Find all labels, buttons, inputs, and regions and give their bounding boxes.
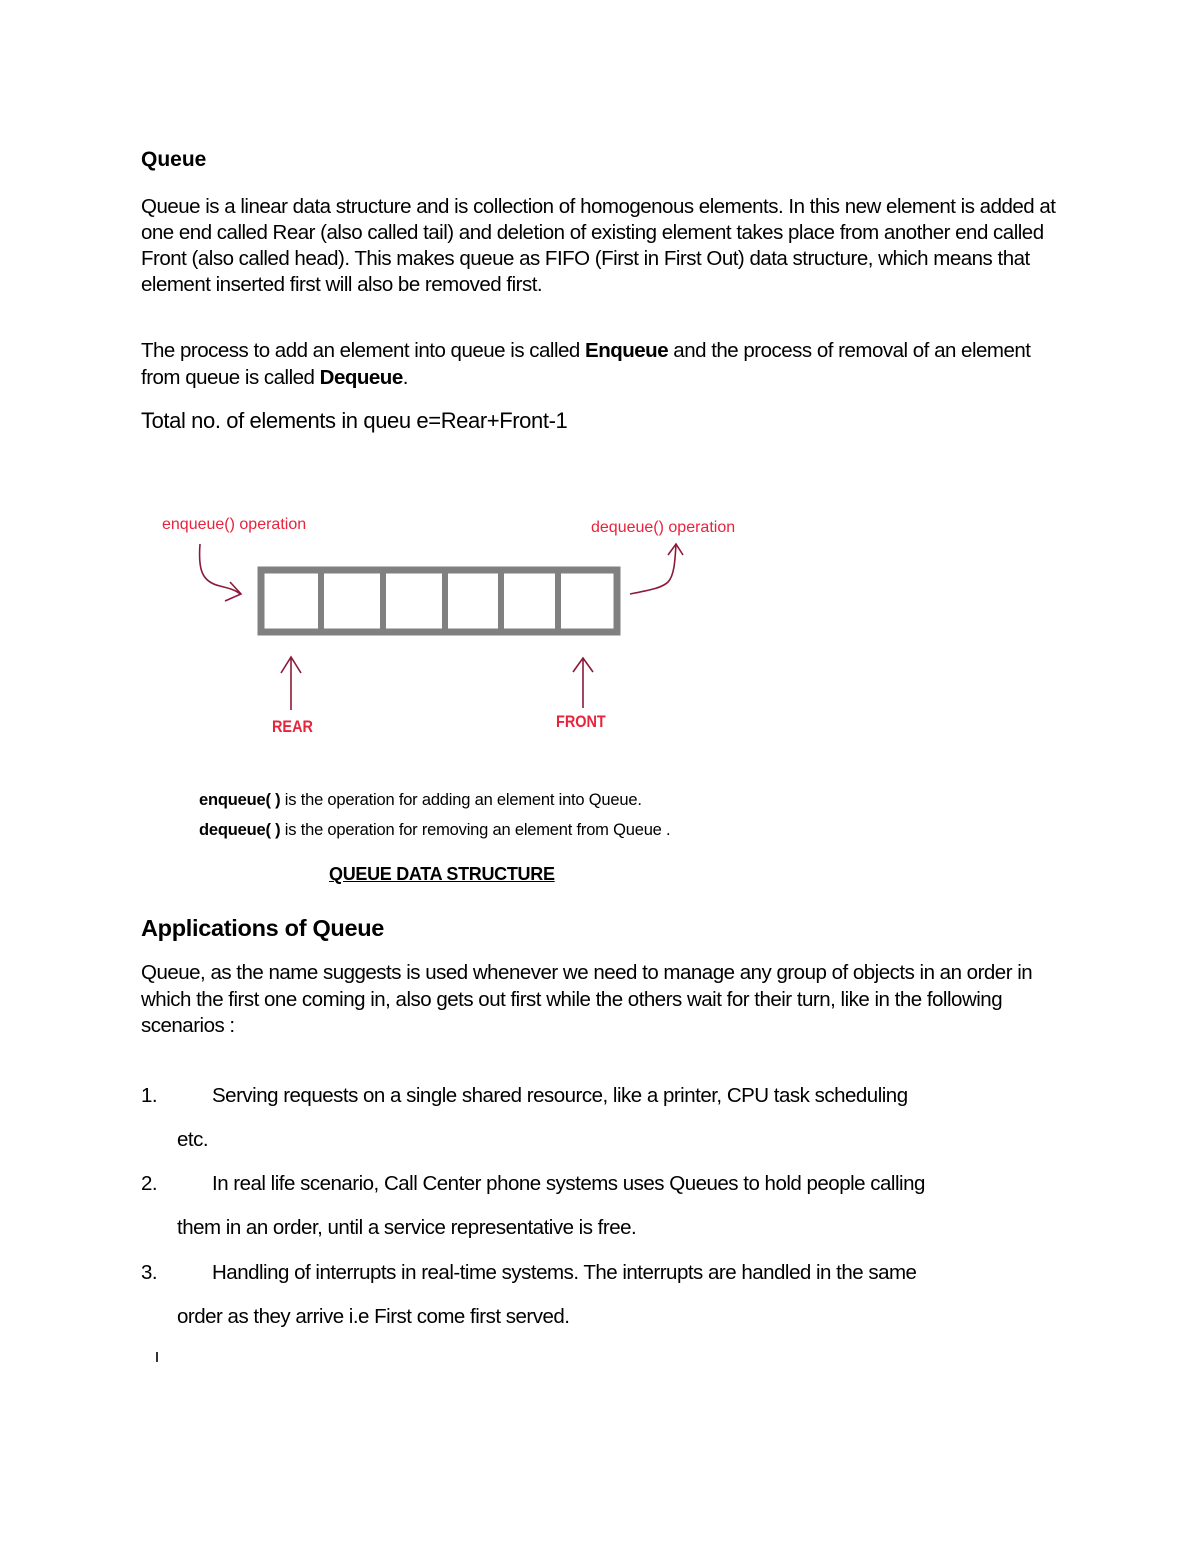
dequeue-op-name: dequeue( )	[199, 821, 281, 839]
list-text-line2: etc.	[177, 1128, 209, 1151]
queue-cells	[261, 570, 617, 632]
rear-arrow-icon	[281, 657, 301, 710]
enqueue-term: Enqueue	[585, 339, 669, 362]
list-text-line2: them in an order, until a service representative is free.	[177, 1216, 637, 1239]
list-number: 1.	[141, 1084, 158, 1107]
list-number: 2.	[141, 1172, 158, 1195]
enqueue-operation-label: enqueue() operation	[162, 516, 307, 533]
figure-caption: QUEUE DATA STRUCTURE	[329, 864, 555, 884]
list-text-line1: In real life scenario, Call Center phone systems uses Queues to hold people calling	[212, 1172, 925, 1195]
formula-line: Total no. of elements in queu e=Rear+Front-1	[141, 408, 568, 433]
list-number: 3.	[141, 1261, 158, 1284]
enqueue-description	[199, 785, 670, 815]
rear-label: REAR	[272, 717, 313, 736]
enqueue-op-desc: is the operation for adding an element into Queue.	[280, 791, 642, 809]
enqueue-op-name: enqueue( )	[199, 791, 281, 809]
intro-paragraph: Queue is a linear data structure and is collection of homogenous elements. In this new element is added at one end called Rear (also called tail) and deletion of existing element takes place from another end called Front (also called head). This makes queue as FIFO (First in First Out) data structure, which means that element inserted first will also be removed first.	[141, 195, 1056, 296]
page-heading: Queue	[141, 148, 207, 171]
queue-diagram	[150, 500, 770, 750]
stray-mark	[156, 1352, 158, 1362]
process-text-3: .	[402, 365, 408, 389]
dequeue-op-desc: is the operation for removing an element from Queue .	[280, 821, 671, 839]
front-label: FRONT	[556, 712, 606, 731]
dequeue-description	[199, 815, 670, 845]
list-text-line1: Serving requests on a single shared resource, like a printer, CPU task scheduling	[212, 1084, 908, 1107]
enqueue-arrow-icon	[200, 544, 241, 601]
front-arrow-icon	[573, 658, 593, 708]
process-text-2: and the process of removal of an element from queue is called	[141, 339, 1031, 389]
process-text-1: The process to add an element into queue is called	[141, 339, 586, 362]
process-paragraph	[141, 338, 1071, 391]
queue-diagram-graphic	[150, 500, 770, 750]
list-text-line2: order as they arrive i.e First come first served.	[177, 1305, 570, 1328]
dequeue-term: Dequeue	[319, 365, 403, 389]
applications-heading: Applications of Queue	[141, 915, 385, 941]
applications-paragraph: Queue, as the name suggests is used whenever we need to manage any group of objects in an order in which the first one coming in, also gets out first while the others wait for their turn, like in the following scenarios :	[141, 961, 1033, 1037]
dequeue-arrow-icon	[630, 544, 683, 594]
dequeue-operation-label: dequeue() operation	[591, 519, 736, 536]
list-text-line1: Handling of interrupts in real-time systems. The interrupts are handled in the same	[212, 1261, 917, 1284]
operations-description	[199, 785, 670, 845]
